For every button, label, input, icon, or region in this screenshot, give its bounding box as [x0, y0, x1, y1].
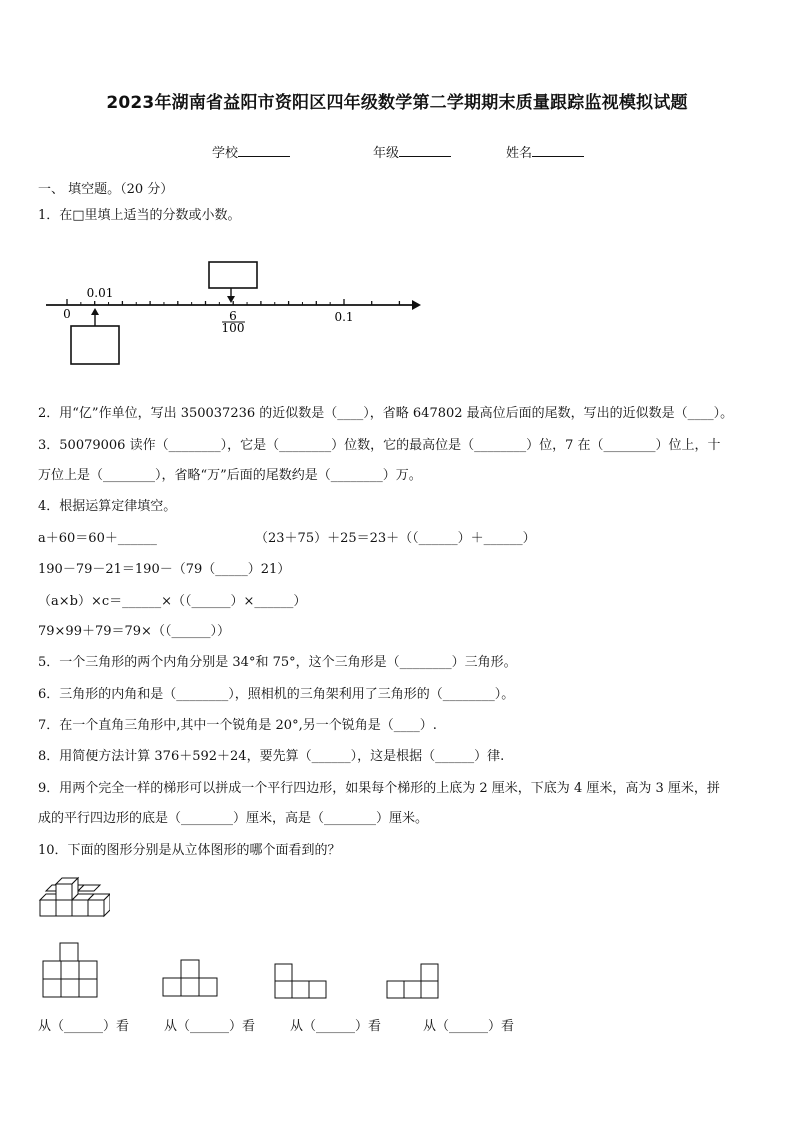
question-4-e: 79×99＋79＝79×（（______））: [38, 624, 230, 639]
arrow-up-icon: [91, 308, 99, 315]
label-0-01: 0.01: [86, 286, 114, 300]
grade-field: [373, 142, 451, 161]
question-6: 6．三角形的内角和是（________），照相机的三角架利用了三角形的（________）。: [38, 687, 515, 702]
number-line-figure: [40, 258, 430, 370]
school-label: 学校: [212, 146, 239, 161]
school-field: [212, 142, 290, 161]
question-1: 1．在□里填上适当的分数或小数。: [38, 208, 241, 223]
question-10: 10．下面的图形分别是从立体图形的哪个面看到的？: [38, 843, 341, 858]
name-label: 姓名: [506, 146, 533, 161]
name-blank[interactable]: [532, 144, 584, 157]
grade-blank[interactable]: [399, 144, 451, 157]
question-4-b: （23＋75）＋25＝23＋（（______）＋______）: [255, 531, 536, 546]
view-shape-4: [386, 962, 442, 1000]
view-answer-3: 从（______）看: [290, 1019, 382, 1034]
cube-solid-figure: [38, 872, 110, 920]
question-2: 2．用“亿”作单位，写出 350037236 的近似数是（____），省略 647802 最高位后面的尾数，写出的近似数是（____）。: [38, 406, 734, 421]
question-4-a: a＋60＝60＋______: [38, 531, 157, 546]
page-title: 2023年湖南省益阳市资阳区四年级数学第二学期期末质量跟踪监视模拟试题: [106, 93, 688, 113]
section-heading: 一、 填空题。（20 分）: [38, 182, 174, 197]
question-4-c: 190－79－21＝190－（79（_____）21）: [38, 562, 291, 577]
question-8: 8．用简便方法计算 376＋592＋24，要先算（______），这是根据（______）律.: [38, 749, 505, 764]
question-3-line-2: 万位上是（________），省略“万”后面的尾数约是（________）万。: [38, 468, 422, 483]
question-9-line-2: 成的平行四边形的底是（________）厘米，高是（________）厘米。: [38, 811, 429, 826]
label-0-1: 0.1: [334, 310, 354, 324]
name-field: [506, 142, 584, 161]
view-shape-3: [274, 962, 330, 1000]
question-4-d: （a×b）×c＝______×（（______）×______）: [38, 594, 307, 609]
answer-box-top[interactable]: [209, 262, 257, 288]
arrow-right-icon: [412, 300, 421, 310]
question-7: 7．在一个直角三角形中,其中一个锐角是 20°,另一个锐角是（____）.: [38, 718, 437, 733]
question-5: 5．一个三角形的两个内角分别是 34°和 75°，这个三角形是（________）三角形。: [38, 655, 517, 670]
label-0: 0: [63, 307, 71, 321]
grade-label: 年级: [373, 146, 400, 161]
view-shape-1: [42, 941, 100, 999]
question-3-line-1: 3．50079006 读作（________），它是（________）位数，它的最高位是（________）位，7 在（________）位上，十: [38, 438, 721, 453]
view-answer-4: 从（______）看: [423, 1019, 515, 1034]
question-9-line-1: 9．用两个完全一样的梯形可以拼成一个平行四边形，如果每个梯形的上底为 2 厘米，下底为 4 厘米，高为 3 厘米，拼: [38, 781, 720, 796]
question-4: 4．根据运算定律填空。: [38, 499, 177, 514]
label-frac-denominator: 100: [221, 321, 245, 335]
answer-box-bottom[interactable]: [71, 326, 119, 364]
view-shape-2: [162, 958, 220, 998]
school-blank[interactable]: [238, 144, 290, 157]
view-answer-1: 从（______）看: [38, 1019, 130, 1034]
view-answer-2: 从（______）看: [164, 1019, 256, 1034]
label-frac-numerator: 6: [229, 309, 237, 323]
